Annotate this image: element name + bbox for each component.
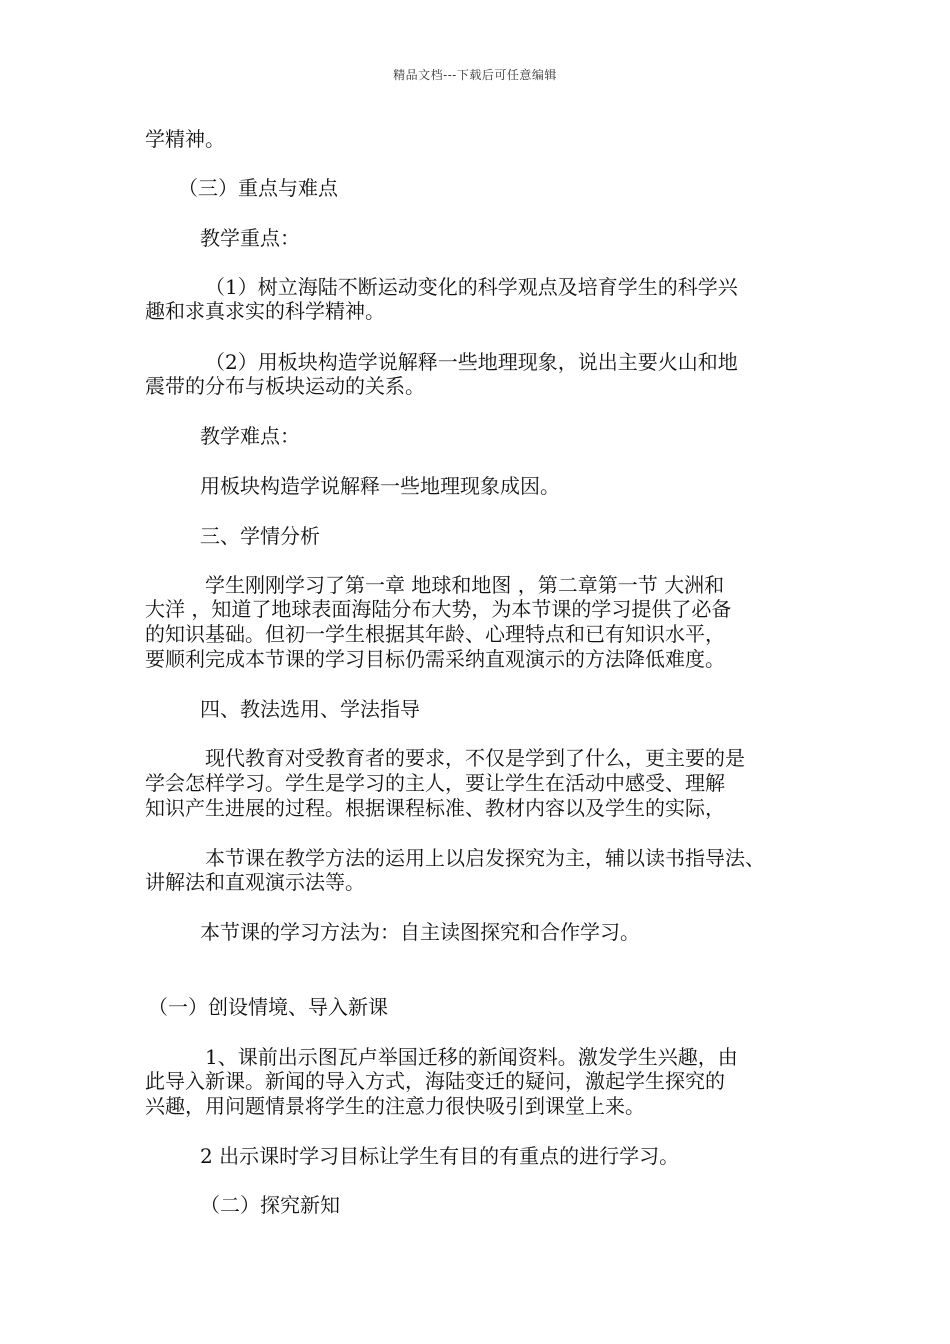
page-header: 精品文档---下载后可任意编辑 <box>393 68 557 82</box>
section-heading: 四、教法选用、学法指导 <box>200 697 420 721</box>
paragraph-line: 讲解法和直观演示法等。 <box>145 870 365 894</box>
section-heading: （二）探究新知 <box>200 1193 340 1217</box>
subheading: 教学重点： <box>200 226 300 250</box>
paragraph-line: 震带的分布与板块运动的关系。 <box>145 374 425 398</box>
paragraph-line: 知识产生进展的过程。根据课程标准、教材内容以及学生的实际， <box>145 796 725 820</box>
paragraph-line: 学会怎样学习。学生是学习的主人，要让学生在活动中感受、理解 <box>145 771 725 795</box>
section-heading: 三、学情分析 <box>200 524 320 548</box>
paragraph-line: 要顺利完成本节课的学习目标仍需采纳直观演示的方法降低难度。 <box>145 647 725 671</box>
section-heading: （一）创设情境、导入新课 <box>148 995 388 1019</box>
paragraph-line: 学生刚刚学习了第一章 地球和地图 ，第二章第一节 大洲和 <box>205 573 725 597</box>
paragraph-line: （1）树立海陆不断运动变化的科学观点及培育学生的科学兴 <box>205 275 738 299</box>
paragraph-line: 兴趣，用问题情景将学生的注意力很快吸引到课堂上来。 <box>145 1094 645 1118</box>
paragraph-line: 学精神。 <box>145 127 225 151</box>
paragraph-line: 趣和求真求实的科学精神。 <box>145 299 385 323</box>
paragraph-line: 此导入新课。新闻的导入方式，海陆变迁的疑问，激起学生探究的 <box>145 1069 725 1093</box>
paragraph-line: 现代教育对受教育者的要求，不仅是学到了什么，更主要的是 <box>205 746 745 770</box>
paragraph-line: 大洋 ，知道了地球表面海陆分布大势，为本节课的学习提供了必备 <box>145 597 732 621</box>
section-heading: （三）重点与难点 <box>178 176 338 200</box>
paragraph-line: 本节课在教学方法的运用上以启发探究为主，辅以读书指导法、 <box>205 846 765 870</box>
paragraph-line: 本节课的学习方法为：自主读图探究和合作学习。 <box>200 920 640 944</box>
paragraph-line: 的知识基础。但初一学生根据其年龄、心理特点和已有知识水平， <box>145 622 725 646</box>
paragraph-line: 1、课前出示图瓦卢举国迁移的新闻资料。激发学生兴趣，由 <box>205 1045 738 1069</box>
paragraph-line: 2 出示课时学习目标让学生有目的有重点的进行学习。 <box>200 1144 680 1168</box>
paragraph-line: （2）用板块构造学说解释一些地理现象，说出主要火山和地 <box>205 350 738 374</box>
paragraph-line: 用板块构造学说解释一些地理现象成因。 <box>200 474 560 498</box>
subheading: 教学难点： <box>200 424 300 448</box>
